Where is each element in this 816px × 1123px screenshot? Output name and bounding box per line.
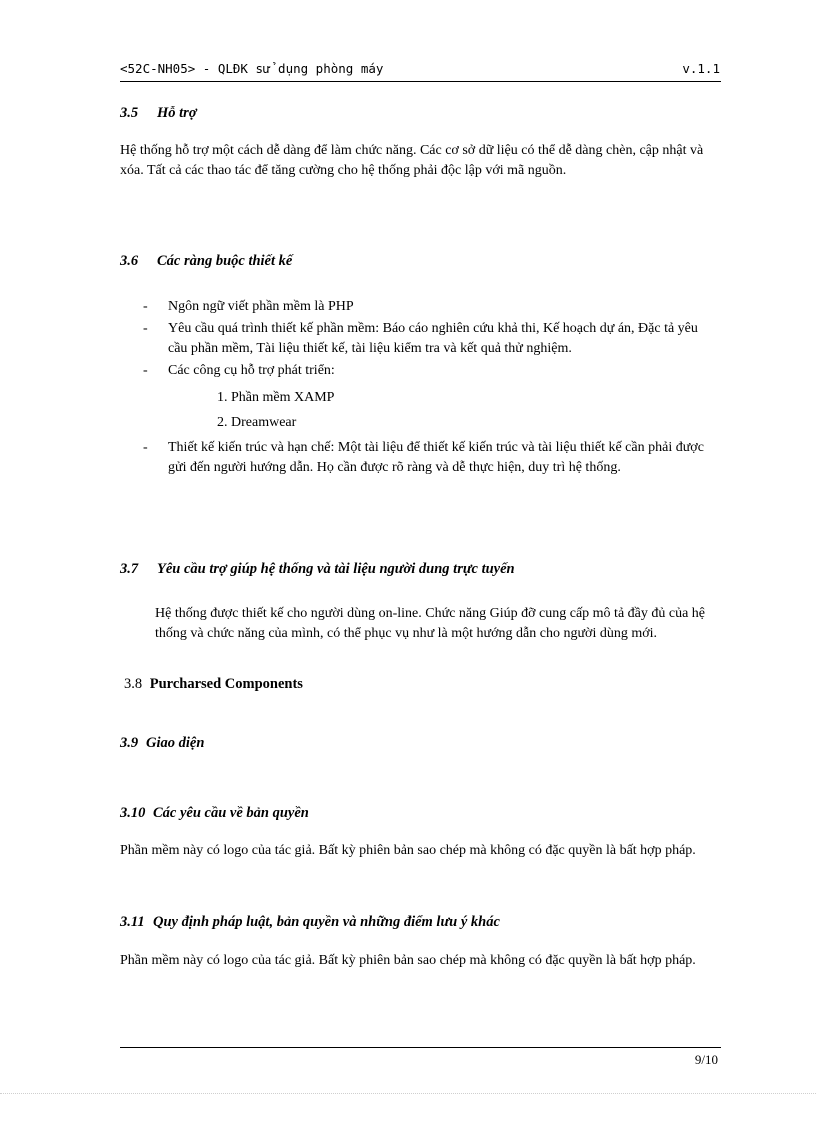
list-item (143, 361, 718, 433)
document-header-title: <52C-NH05> - QLĐK sử dụng phòng máy (120, 61, 384, 76)
section-number: 3.8 (124, 676, 143, 692)
section-heading-3-9 (120, 735, 204, 752)
section-number: 3.7 (120, 561, 139, 577)
section-3-11-body: Phần mềm này có logo của tác giả. Bất kỳ phiên bản sao chép mà không có đặc quyền là bất hợp pháp. (120, 953, 696, 968)
dash-bullet: - (143, 321, 148, 336)
footer-rule (120, 1047, 721, 1048)
section-heading-3-6 (120, 253, 292, 270)
section-heading-3-8 (124, 676, 303, 693)
section-3-5-body: Hệ thống hỗ trợ một cách dễ dàng để làm chức năng. Các cơ sở dữ liệu có thể dễ dàng chèn, cập nhật và xóa. Tất cả các thao tác để tăng cường cho hệ thống phải độc lập với mã nguồn. (120, 143, 704, 178)
header-rule (120, 81, 721, 82)
list-item (143, 319, 718, 359)
section-heading-3-5 (120, 105, 197, 122)
document-version: v.1.1 (682, 61, 720, 76)
section-heading-3-10 (120, 805, 309, 822)
section-heading-3-11 (120, 914, 500, 931)
page-boundary (0, 1093, 816, 1094)
dash-bullet: - (143, 440, 148, 455)
section-title: Hỗ trợ (157, 105, 197, 121)
section-number: 3.11 (120, 914, 145, 930)
design-constraints-list (143, 297, 718, 480)
list-item-text: Các công cụ hỗ trợ phát triển: (168, 363, 335, 378)
tools-list (168, 388, 718, 433)
section-number: 3.5 (120, 105, 139, 121)
section-title: Các ràng buộc thiết kế (157, 253, 293, 269)
section-title: Giao diện (146, 735, 205, 751)
list-item: 1. Phần mềm XAMP (217, 390, 335, 405)
section-number: 3.9 (120, 735, 139, 751)
section-3-10-body: Phần mềm này có logo của tác giả. Bất kỳ phiên bản sao chép mà không có đặc quyền là bất hợp pháp. (120, 843, 696, 858)
section-number: 3.6 (120, 253, 139, 269)
dash-bullet: - (143, 363, 148, 378)
list-item-text: Ngôn ngữ viết phần mềm là PHP (168, 299, 354, 314)
list-item (143, 438, 718, 478)
section-3-7-body: Hệ thống được thiết kế cho người dùng on-line. Chức năng Giúp đỡ cung cấp mô tả đầy đủ của hệ thống và chức năng của mình, có thể phục vụ như là một hướng dẫn cho người dùng mới. (155, 606, 706, 641)
list-item (143, 297, 718, 317)
dash-bullet: - (143, 299, 148, 314)
section-title: Các yêu cầu về bản quyền (153, 805, 309, 821)
list-item: 2. Dreamwear (217, 415, 297, 430)
section-heading-3-7 (120, 561, 515, 578)
section-number: 3.10 (120, 805, 146, 821)
section-title: Purcharsed Components (149, 676, 303, 692)
list-item-text: Thiết kế kiến trúc và hạn chế: Một tài liệu để thiết kế kiến trúc và tài liệu thiết kế cần phải được gửi đến người hướng dẫn. Họ cần được rõ ràng và dễ thực hiện, duy trì hệ thống. (168, 440, 704, 475)
section-title: Quy định pháp luật, bản quyền và những điểm lưu ý khác (153, 914, 500, 930)
section-title: Yêu cầu trợ giúp hệ thống và tài liệu người dung trực tuyến (157, 561, 515, 577)
page-number: 9/10 (694, 1052, 718, 1067)
list-item-text: Yêu cầu quá trình thiết kế phần mềm: Báo cáo nghiên cứu khả thi, Kế hoạch dự án, Đặc tả yêu cầu phần mềm, Tài liệu thiết kế, tài liệu kiểm tra và kết quả thử nghiệm. (168, 321, 698, 356)
